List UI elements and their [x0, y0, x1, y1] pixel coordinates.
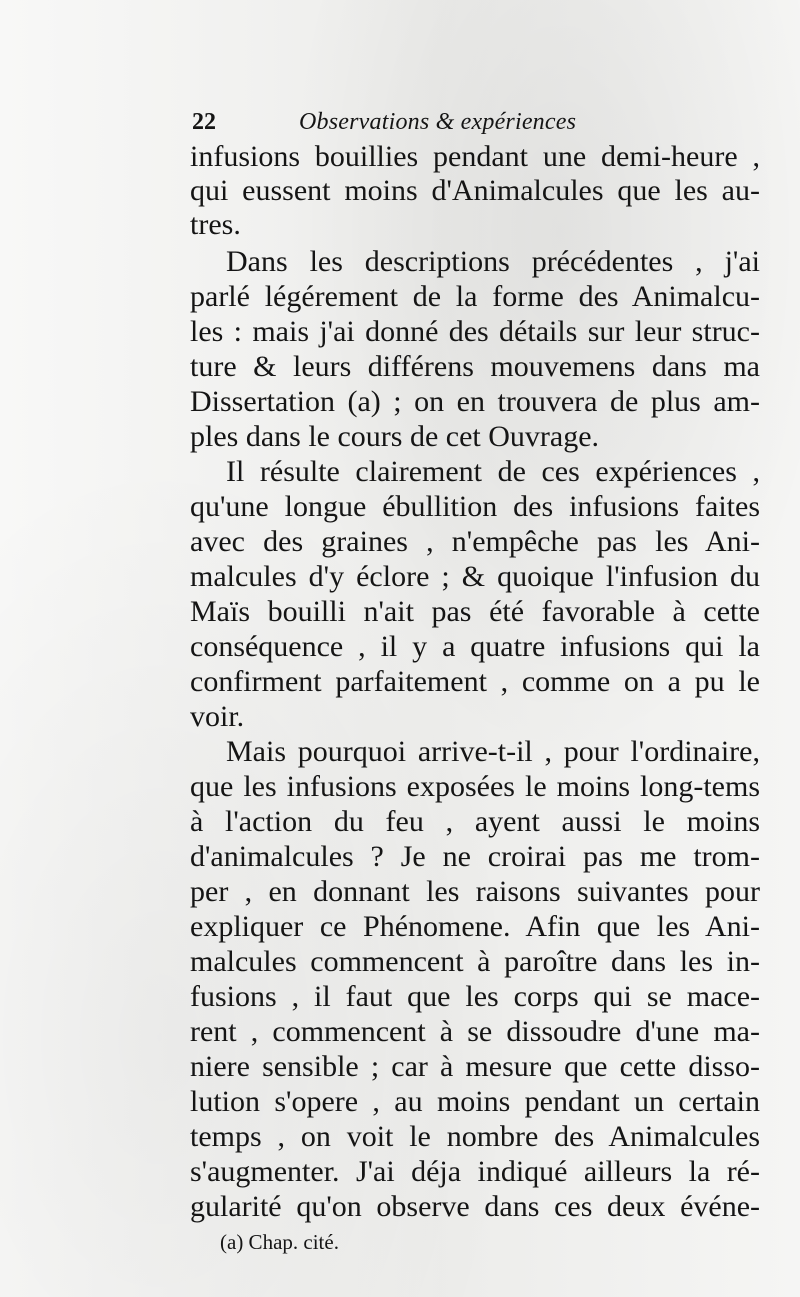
text-line: malcules commencent à paroître dans les in-	[190, 945, 760, 978]
text-line: expliquer ce Phénomene. Afin que les Ani-	[190, 910, 760, 943]
text-line: à l'action du feu , ayent aussi le moins	[190, 805, 760, 838]
text-line: s'augmenter. J'ai déja indiqué ailleurs la ré-	[190, 1155, 760, 1188]
page-number: 22	[192, 109, 216, 135]
running-title: Observations & expériences	[299, 109, 577, 135]
text-line: Dans les descriptions précédentes , j'ai	[226, 245, 760, 278]
text-line: temps , on voit le nombre des Animalcules	[190, 1120, 760, 1153]
text-line: qui eussent moins d'Animalcules que les au-	[190, 174, 760, 207]
text-line: voir.	[190, 700, 245, 733]
text-line: avec des graines , n'empêche pas les Ani-	[190, 525, 760, 558]
text-line: fusions , il faut que les corps qui se mace-	[190, 980, 760, 1013]
text-line: per , en donnant les raisons suivantes pour	[190, 875, 760, 908]
text-line: Maïs bouilli n'ait pas été favorable à cette	[190, 595, 760, 628]
text-line: rent , commencent à se dissoudre d'une ma-	[190, 1015, 760, 1048]
footnote: (a) Chap. cité.	[220, 1230, 339, 1254]
text-line: malcules d'y éclore ; & quoique l'infusion du	[190, 560, 760, 593]
text-line: qu'une longue ébullition des infusions faites	[190, 490, 760, 523]
text-line: lution s'opere , au moins pendant un certain	[190, 1085, 760, 1118]
page-header	[192, 104, 752, 140]
text-line: parlé légérement de la forme des Animalcu-	[190, 280, 760, 313]
text-line: Il résulte clairement de ces expériences ,	[226, 455, 760, 488]
text-line: ture & leurs différens mouvemens dans ma	[190, 350, 760, 383]
text-line: gularité qu'on observe dans ces deux événe-	[190, 1190, 760, 1223]
text-line: les : mais j'ai donné des détails sur leur struc-	[190, 315, 760, 348]
text-line: d'animalcules ? Je ne croirai pas me trom-	[190, 840, 760, 873]
text-line: tres.	[190, 208, 241, 241]
text-line: conséquence , il y a quatre infusions qui la	[190, 630, 760, 663]
text-line: niere sensible ; car à mesure que cette disso-	[190, 1050, 760, 1083]
text-line: Mais pourquoi arrive-t-il , pour l'ordinaire,	[226, 735, 760, 768]
text-line: confirment parfaitement , comme on a pu le	[190, 665, 760, 698]
text-line: que les infusions exposées le moins long-tems	[190, 770, 760, 803]
body-text	[190, 138, 760, 1223]
text-line: ples dans le cours de cet Ouvrage.	[190, 420, 600, 453]
text-line: Dissertation (a) ; on en trouvera de plus am-	[190, 385, 760, 418]
text-line: infusions bouillies pendant une demi-heure ,	[190, 140, 760, 173]
